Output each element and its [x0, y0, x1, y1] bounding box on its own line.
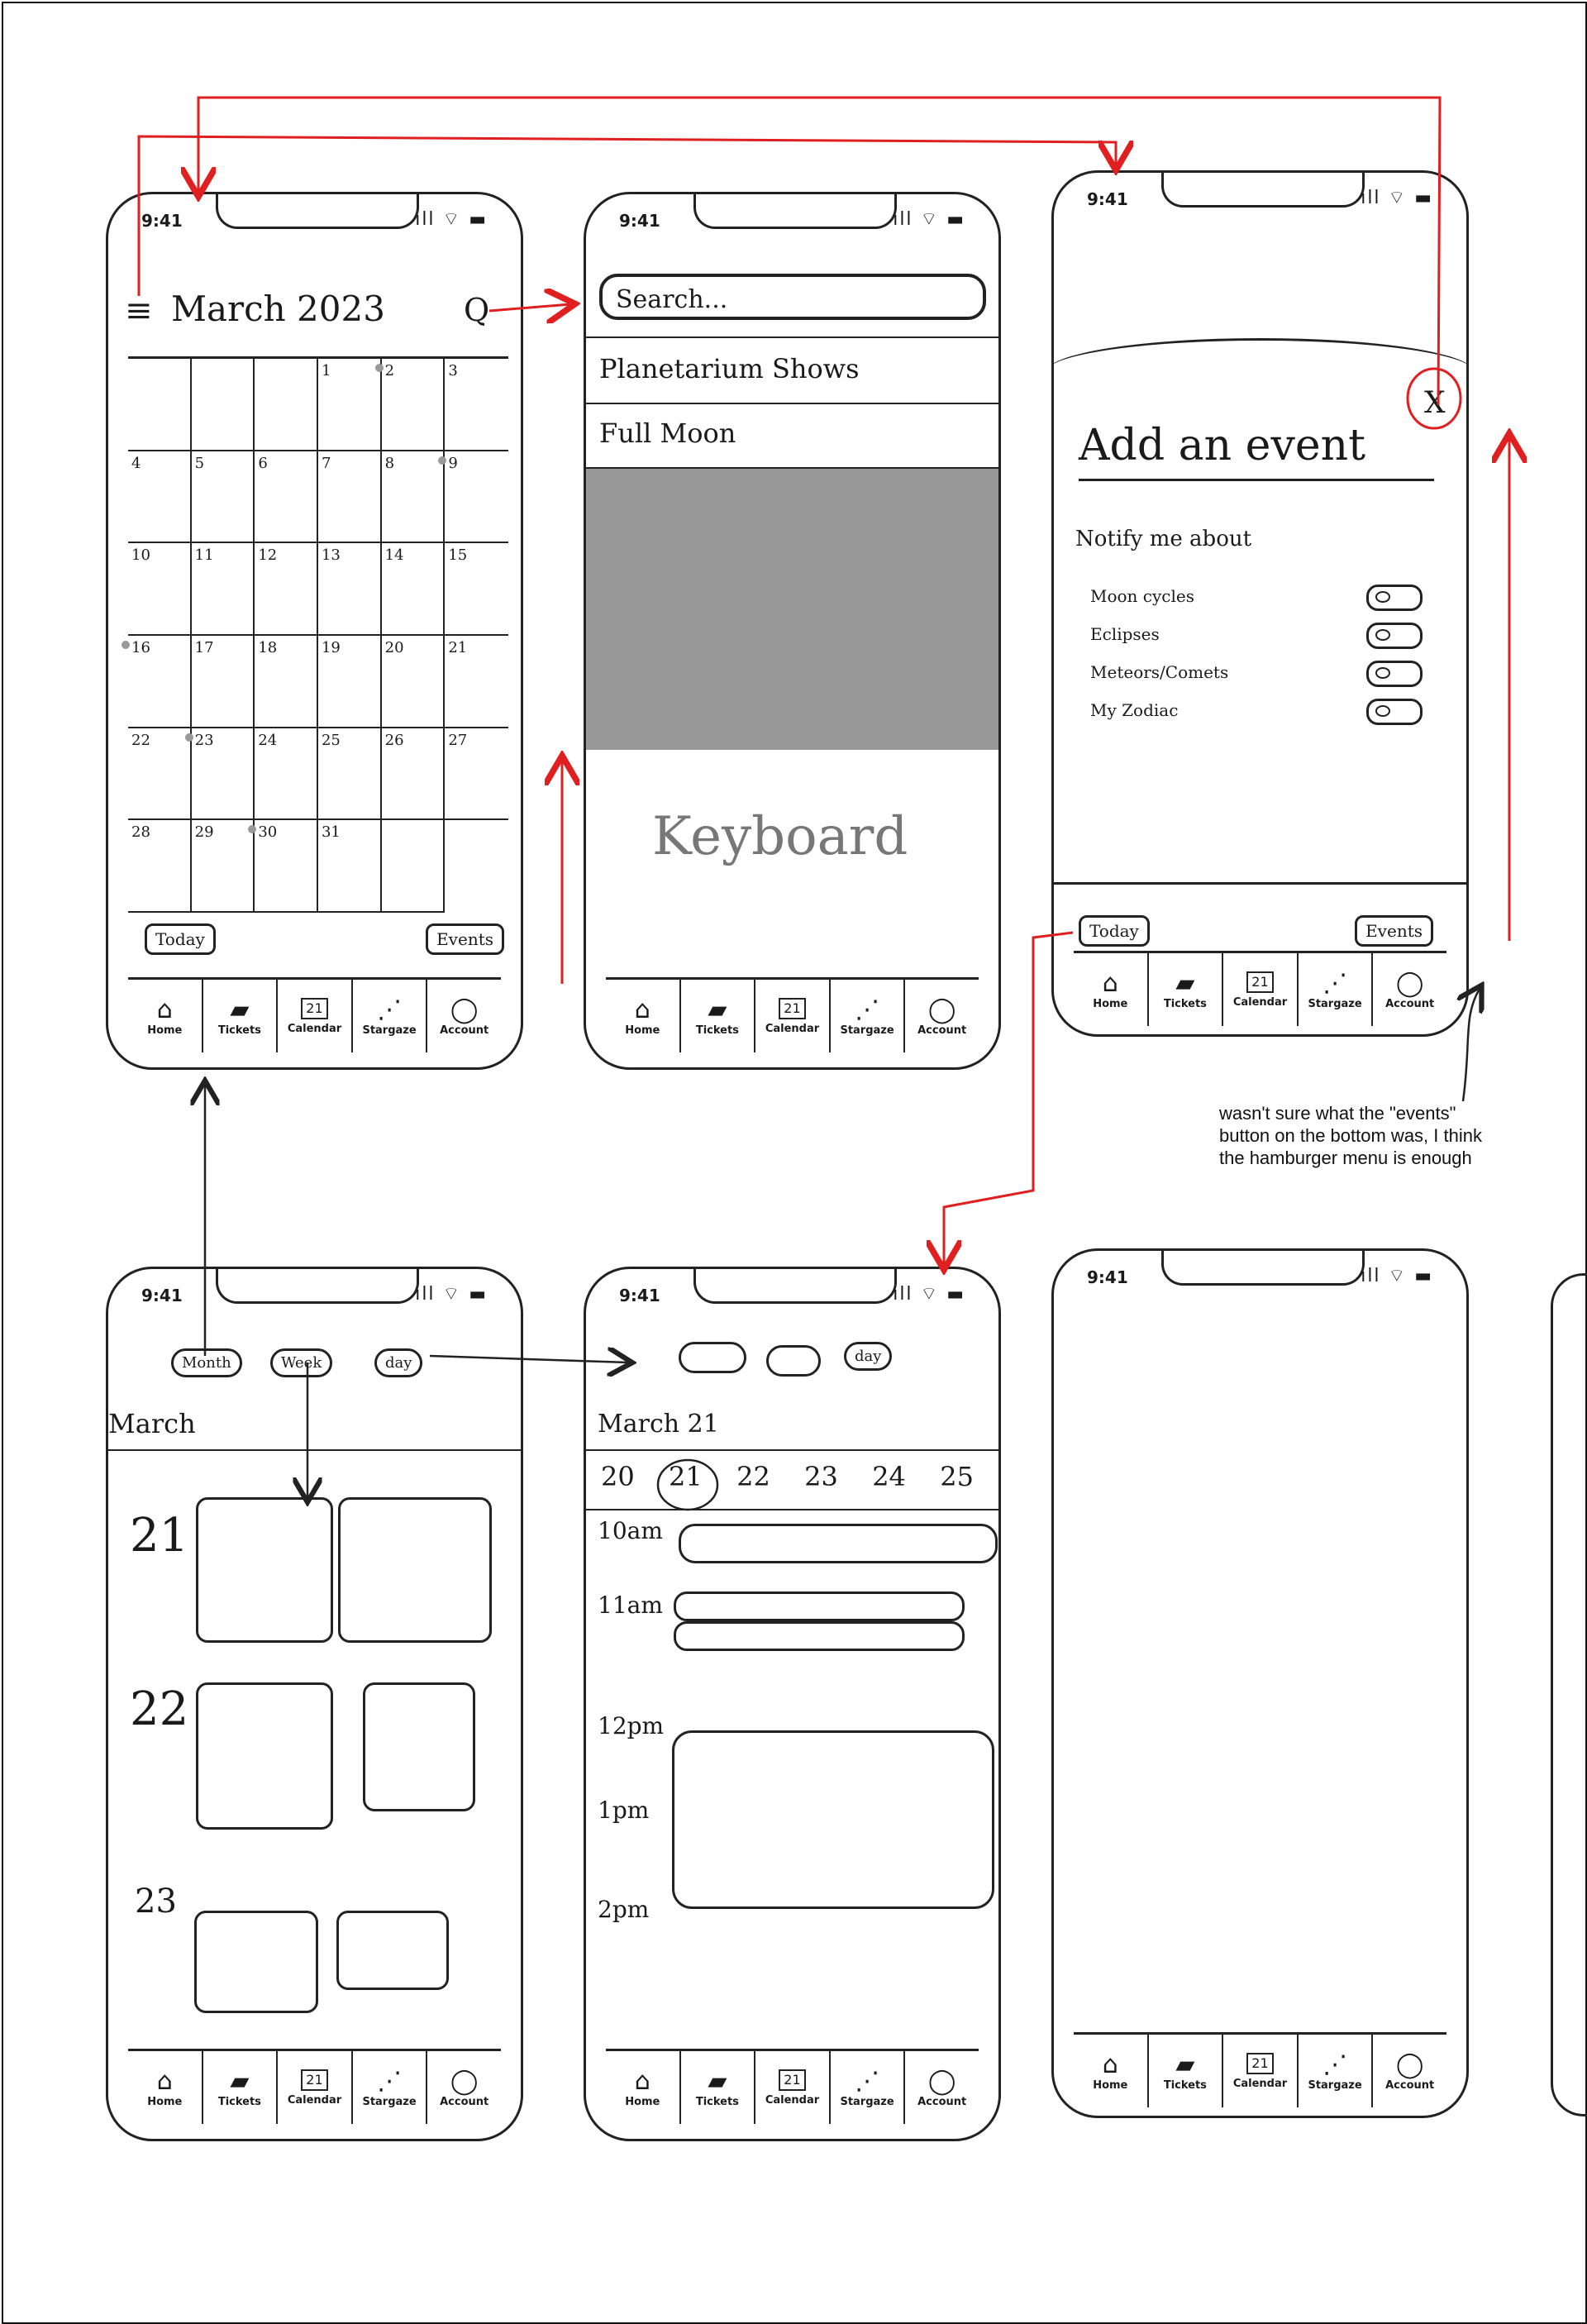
calendar-day-number: 4	[131, 454, 141, 472]
tab-label: Home	[1093, 2078, 1128, 2092]
events-button[interactable]	[426, 923, 504, 955]
calendar-day-number: 16	[131, 638, 150, 656]
search-result-full-moon[interactable]	[586, 403, 998, 469]
tab-label: Tickets	[695, 2095, 739, 2108]
status-time: 9:41	[141, 211, 183, 231]
event-dot	[438, 456, 446, 465]
calendar-day-cell[interactable]	[192, 451, 255, 544]
calendar-day-number: 7	[321, 454, 331, 472]
phone-notch	[216, 192, 419, 229]
event-dot	[122, 641, 130, 649]
calendar-day-cell[interactable]	[192, 359, 255, 451]
calendar-day-cell[interactable]	[382, 820, 446, 913]
calendar-icon: 21	[1246, 971, 1273, 993]
calendar-day-cell[interactable]	[255, 820, 318, 913]
calendar-day-cell[interactable]	[382, 543, 446, 636]
annotation-note: wasn't sure what the "events" button on the bottom was, I think the hamburger menu is enough	[1219, 1103, 1482, 1168]
home-icon: ⌂	[1102, 968, 1118, 998]
tab-label: Home	[625, 2095, 660, 2108]
week-strip-days	[601, 1461, 974, 1492]
calendar-day-number: 12	[258, 546, 278, 565]
account-icon: ◯	[1395, 2050, 1424, 2079]
calendar-day-number: 26	[384, 731, 404, 749]
results-placeholder-area	[586, 469, 998, 750]
home-icon: ⌂	[156, 995, 173, 1024]
tab-label: Calendar	[1232, 2077, 1288, 2090]
search-input[interactable]	[599, 274, 986, 320]
ticket-icon: ▰	[230, 2066, 250, 2096]
tab-label: Account	[440, 2095, 489, 2108]
calendar-day-cell[interactable]	[192, 728, 255, 821]
tab-home[interactable]	[128, 2051, 203, 2124]
calendar-day-cell[interactable]	[382, 451, 446, 544]
calendar-day-number: 29	[194, 823, 214, 842]
view-day-button[interactable]	[844, 1342, 892, 1371]
phone-blank	[1051, 1248, 1469, 2118]
home-icon: ⌂	[634, 2066, 651, 2096]
calendar-day-cell[interactable]	[318, 543, 382, 636]
tab-label: Calendar	[765, 1022, 820, 1035]
tab-label: Account	[1385, 2078, 1435, 2092]
home-icon: ⌂	[1102, 2050, 1118, 2079]
notify-option-label: My Zodiac	[1090, 700, 1179, 720]
view-day-button[interactable]	[374, 1348, 422, 1377]
today-button[interactable]	[145, 923, 216, 955]
calendar-day-number: 6	[258, 454, 268, 472]
tab-home[interactable]	[606, 980, 681, 1052]
constellation-icon: ⋰	[1322, 2050, 1348, 2079]
calendar-grid	[128, 356, 508, 913]
calendar-day-number: 1	[321, 362, 331, 379]
event-card[interactable]	[196, 1682, 333, 1830]
tab-label: Calendar	[765, 2093, 820, 2107]
constellation-icon: ⋰	[1322, 968, 1348, 998]
close-icon[interactable]: X	[1424, 386, 1446, 420]
tab-bar	[606, 2049, 979, 2124]
tab-calendar[interactable]	[1223, 953, 1299, 1026]
event-card[interactable]	[336, 1911, 449, 1990]
constellation-icon: ⋰	[855, 2066, 880, 2096]
week-strip-day[interactable]: 22	[736, 1461, 770, 1492]
phone-search	[584, 192, 1001, 1070]
view-label: day	[855, 1348, 882, 1365]
calendar-icon: 21	[779, 2069, 805, 2091]
tab-tickets[interactable]	[681, 980, 756, 1052]
constellation-icon: ⋰	[377, 995, 403, 1024]
keyboard-placeholder: Keyboard	[652, 806, 908, 867]
phone-notch	[693, 192, 897, 229]
calendar-day-number: 20	[384, 638, 404, 656]
tab-label: Tickets	[1163, 2078, 1207, 2092]
tab-label: Home	[147, 1024, 183, 1037]
notify-option-label: Eclipses	[1090, 624, 1160, 644]
phone-week-view	[106, 1267, 523, 2141]
tab-calendar[interactable]	[278, 2051, 353, 2124]
calendar-day-number: 8	[384, 454, 395, 472]
calendar-day-cell[interactable]	[128, 636, 192, 728]
tab-label: Tickets	[217, 1024, 261, 1037]
tab-label: Tickets	[1163, 997, 1207, 1010]
tab-tickets[interactable]	[203, 2051, 279, 2124]
search-placeholder: Search...	[616, 285, 728, 314]
tab-label: Home	[1093, 997, 1128, 1010]
time-label: 11am	[598, 1591, 663, 1619]
tab-account[interactable]	[427, 980, 501, 1052]
calendar-day-cell[interactable]	[445, 359, 508, 451]
calendar-day-cell[interactable]	[382, 359, 446, 451]
calendar-day-cell[interactable]	[128, 451, 192, 544]
calendar-day-number: 22	[131, 731, 150, 749]
sheet-top-curve	[1051, 338, 1469, 407]
account-icon: ◯	[1395, 968, 1424, 998]
status-icons: ıll ⌔ ▬	[1361, 188, 1433, 208]
tab-label: Home	[625, 1024, 660, 1037]
calendar-icon: 21	[1246, 2053, 1273, 2074]
calendar-day-cell[interactable]	[128, 359, 192, 451]
tab-calendar[interactable]	[755, 980, 831, 1052]
calendar-day-number: 2	[384, 362, 395, 379]
calendar-day-cell[interactable]	[255, 451, 318, 544]
tab-label: Stargaze	[362, 2095, 417, 2108]
time-label: 1pm	[598, 1797, 650, 1824]
month-divider	[108, 1449, 521, 1451]
week-strip-day[interactable]: 23	[804, 1461, 838, 1492]
week-strip-day[interactable]: 21	[669, 1461, 703, 1492]
calendar-day-number: 13	[321, 546, 341, 565]
account-icon: ◯	[927, 995, 956, 1024]
view-label: day	[385, 1354, 412, 1372]
event-card[interactable]	[194, 1911, 318, 2013]
today-button-label: Today	[1089, 921, 1139, 941]
week-row-date: 21	[130, 1509, 189, 1563]
status-time: 9:41	[1087, 1267, 1128, 1287]
calendar-day-number: 15	[448, 546, 468, 565]
calendar-day-cell[interactable]	[318, 728, 382, 821]
tab-home[interactable]	[606, 2051, 681, 2124]
calendar-day-number: 5	[194, 454, 205, 472]
event-dot	[375, 364, 384, 372]
status-icons: ıll ⌔ ▬	[893, 1284, 965, 1305]
tab-label: Tickets	[695, 1024, 739, 1037]
account-icon: ◯	[450, 995, 479, 1024]
tab-label: Home	[147, 2095, 183, 2108]
time-label: 12pm	[598, 1712, 665, 1739]
search-result-planetarium[interactable]	[586, 336, 998, 404]
calendar-day-cell[interactable]	[255, 359, 318, 451]
calendar-day-cell[interactable]	[445, 543, 508, 636]
calendar-day-number: 19	[321, 638, 341, 656]
calendar-day-number: 14	[384, 546, 404, 565]
phone-notch	[693, 1267, 897, 1304]
notify-heading: Notify me about	[1075, 527, 1252, 551]
phone-partial-right	[1551, 1273, 1587, 2116]
notify-toggle[interactable]	[1366, 661, 1423, 687]
event-dot	[248, 825, 256, 833]
event-block[interactable]	[672, 1730, 994, 1909]
tab-tickets[interactable]	[1149, 953, 1224, 1026]
date-label: March 21	[598, 1410, 719, 1439]
events-button-label: Events	[1365, 921, 1423, 941]
tab-label: Stargaze	[840, 1024, 894, 1037]
menu-icon[interactable]: ≡	[125, 292, 153, 330]
calendar-day-cell[interactable]	[382, 636, 446, 728]
week-strip-day[interactable]: 20	[601, 1461, 635, 1492]
calendar-icon: 21	[301, 998, 327, 1019]
tab-account[interactable]	[905, 2051, 979, 2124]
notify-toggle[interactable]	[1366, 623, 1423, 649]
calendar-day-number: 10	[131, 546, 150, 565]
calendar-day-cell[interactable]	[192, 543, 255, 636]
tab-stargaze[interactable]	[1299, 953, 1374, 1026]
tab-calendar[interactable]	[278, 980, 353, 1052]
page-title: March 2023	[171, 289, 385, 329]
tab-account[interactable]	[905, 980, 979, 1052]
view-week-button[interactable]	[270, 1348, 332, 1377]
calendar-day-cell[interactable]	[255, 543, 318, 636]
calendar-day-number: 23	[194, 731, 214, 749]
tab-label: Account	[1385, 997, 1435, 1010]
title-underline	[1079, 479, 1434, 481]
week-strip-day[interactable]: 24	[872, 1461, 906, 1492]
calendar-icon: 21	[301, 2069, 327, 2091]
phone-notch	[1161, 170, 1365, 208]
home-icon: ⌂	[156, 2066, 173, 2096]
event-card[interactable]	[338, 1497, 492, 1643]
tab-home[interactable]	[1074, 2035, 1149, 2107]
calendar-day-cell[interactable]	[255, 636, 318, 728]
tab-bar	[1074, 2032, 1446, 2107]
week-strip-day[interactable]: 25	[940, 1461, 974, 1492]
calendar-day-cell[interactable]	[255, 728, 318, 821]
status-time: 9:41	[1087, 189, 1128, 209]
calendar-day-cell[interactable]	[128, 820, 192, 913]
tab-account[interactable]	[1373, 2035, 1446, 2107]
calendar-day-cell[interactable]	[318, 451, 382, 544]
tab-bar	[1074, 951, 1446, 1026]
calendar-day-number: 9	[448, 454, 458, 472]
status-icons: ıll ⌔ ▬	[415, 1284, 488, 1305]
constellation-icon: ⋰	[377, 2066, 403, 2096]
calendar-day-number: 30	[258, 823, 278, 842]
event-dot	[185, 733, 193, 742]
phone-add-event	[1051, 170, 1469, 1037]
view-label: Month	[182, 1354, 231, 1372]
status-icons: ıll ⌔ ▬	[893, 209, 965, 230]
tab-label: Stargaze	[1308, 2078, 1362, 2092]
tab-stargaze[interactable]	[1299, 2035, 1374, 2107]
status-icons: ıll ⌔ ▬	[1361, 1266, 1433, 1286]
calendar-day-cell[interactable]	[318, 359, 382, 451]
tab-tickets[interactable]	[203, 980, 279, 1052]
week-strip	[586, 1449, 998, 1510]
calendar-day-number: 25	[321, 731, 341, 749]
account-icon: ◯	[927, 2066, 956, 2096]
notify-toggle[interactable]	[1366, 699, 1423, 725]
calendar-day-number: 11	[194, 546, 214, 565]
tab-label: Calendar	[287, 1022, 342, 1035]
tab-label: Calendar	[287, 2093, 342, 2107]
calendar-day-cell[interactable]	[128, 543, 192, 636]
calendar-day-number: 3	[448, 362, 458, 379]
tab-calendar[interactable]	[755, 2051, 831, 2124]
time-label: 2pm	[598, 1896, 650, 1923]
status-icons: ıll ⌔ ▬	[415, 209, 488, 230]
phone-month-calendar	[106, 192, 523, 1070]
phone-day-view	[584, 1267, 1001, 2141]
ticket-icon: ▰	[708, 2066, 727, 2096]
status-time: 9:41	[619, 1286, 660, 1305]
tab-account[interactable]	[427, 2051, 501, 2124]
calendar-day-cell[interactable]	[318, 820, 382, 913]
week-row-date: 22	[130, 1682, 189, 1736]
event-block[interactable]	[674, 1591, 965, 1621]
tab-bar	[128, 977, 501, 1052]
ticket-icon: ▰	[230, 995, 250, 1024]
view-month-button[interactable]	[679, 1342, 746, 1373]
search-icon[interactable]: Q	[464, 292, 490, 328]
tab-bar	[606, 977, 979, 1052]
events-button[interactable]	[1355, 915, 1433, 947]
phone-notch	[1161, 1248, 1365, 1286]
event-block[interactable]	[674, 1621, 965, 1651]
view-month-button[interactable]	[171, 1348, 242, 1377]
calendar-day-number: 24	[258, 731, 278, 749]
calendar-day-number: 21	[448, 638, 468, 656]
today-button[interactable]	[1079, 915, 1150, 947]
events-button-label: Events	[436, 929, 493, 949]
calendar-day-cell[interactable]	[445, 728, 508, 821]
sheet-title: Add an event	[1079, 421, 1365, 470]
calendar-day-cell[interactable]	[318, 636, 382, 728]
calendar-icon: 21	[779, 998, 805, 1019]
event-card[interactable]	[196, 1497, 333, 1643]
event-card[interactable]	[363, 1682, 475, 1811]
tab-account[interactable]	[1373, 953, 1446, 1026]
calendar-day-number: 28	[131, 823, 150, 842]
tab-stargaze[interactable]	[353, 2051, 428, 2124]
week-row-date: 23	[135, 1883, 177, 1921]
ticket-icon: ▰	[1175, 2050, 1195, 2079]
tab-stargaze[interactable]	[831, 2051, 906, 2124]
tab-bar	[128, 2049, 501, 2124]
tab-label: Account	[917, 2095, 967, 2108]
search-result-label: Planetarium Shows	[599, 353, 860, 384]
tab-tickets[interactable]	[1149, 2035, 1224, 2107]
calendar-day-cell[interactable]	[445, 636, 508, 728]
tab-home[interactable]	[128, 980, 203, 1052]
tab-home[interactable]	[1074, 953, 1149, 1026]
search-result-label: Full Moon	[599, 418, 736, 449]
notify-toggle[interactable]	[1366, 585, 1423, 611]
today-button-label: Today	[155, 929, 205, 949]
calendar-day-cell[interactable]	[192, 636, 255, 728]
notify-option-label: Moon cycles	[1090, 586, 1194, 606]
tab-label: Account	[917, 1024, 967, 1037]
calendar-day-cell[interactable]	[382, 728, 446, 821]
home-icon: ⌂	[634, 995, 651, 1024]
ticket-icon: ▰	[1175, 968, 1195, 998]
view-week-button[interactable]	[766, 1345, 821, 1377]
event-block[interactable]	[679, 1524, 998, 1563]
calendar-day-number: 31	[321, 823, 341, 842]
account-icon: ◯	[450, 2066, 479, 2096]
calendar-day-cell[interactable]	[192, 820, 255, 913]
month-label: March	[108, 1408, 196, 1439]
tab-stargaze[interactable]	[831, 980, 906, 1052]
status-time: 9:41	[141, 1286, 183, 1305]
calendar-day-number: 27	[448, 731, 468, 749]
phone-notch	[216, 1267, 419, 1304]
time-label: 10am	[598, 1517, 663, 1544]
tab-label: Stargaze	[1308, 997, 1362, 1010]
tab-tickets[interactable]	[681, 2051, 756, 2124]
calendar-day-cell[interactable]	[445, 451, 508, 544]
status-time: 9:41	[619, 211, 660, 231]
footer-divider	[1054, 882, 1466, 885]
tab-label: Stargaze	[362, 1024, 417, 1037]
tab-label: Calendar	[1232, 995, 1288, 1009]
tab-label: Stargaze	[840, 2095, 894, 2108]
calendar-day-cell[interactable]	[128, 728, 192, 821]
calendar-day-number: 17	[194, 638, 214, 656]
view-label: Week	[281, 1354, 322, 1372]
constellation-icon: ⋰	[855, 995, 880, 1024]
notify-option-label: Meteors/Comets	[1090, 662, 1229, 682]
tab-label: Account	[440, 1024, 489, 1037]
calendar-day-number: 18	[258, 638, 278, 656]
tab-calendar[interactable]	[1223, 2035, 1299, 2107]
ticket-icon: ▰	[708, 995, 727, 1024]
tab-label: Tickets	[217, 2095, 261, 2108]
tab-stargaze[interactable]	[353, 980, 428, 1052]
